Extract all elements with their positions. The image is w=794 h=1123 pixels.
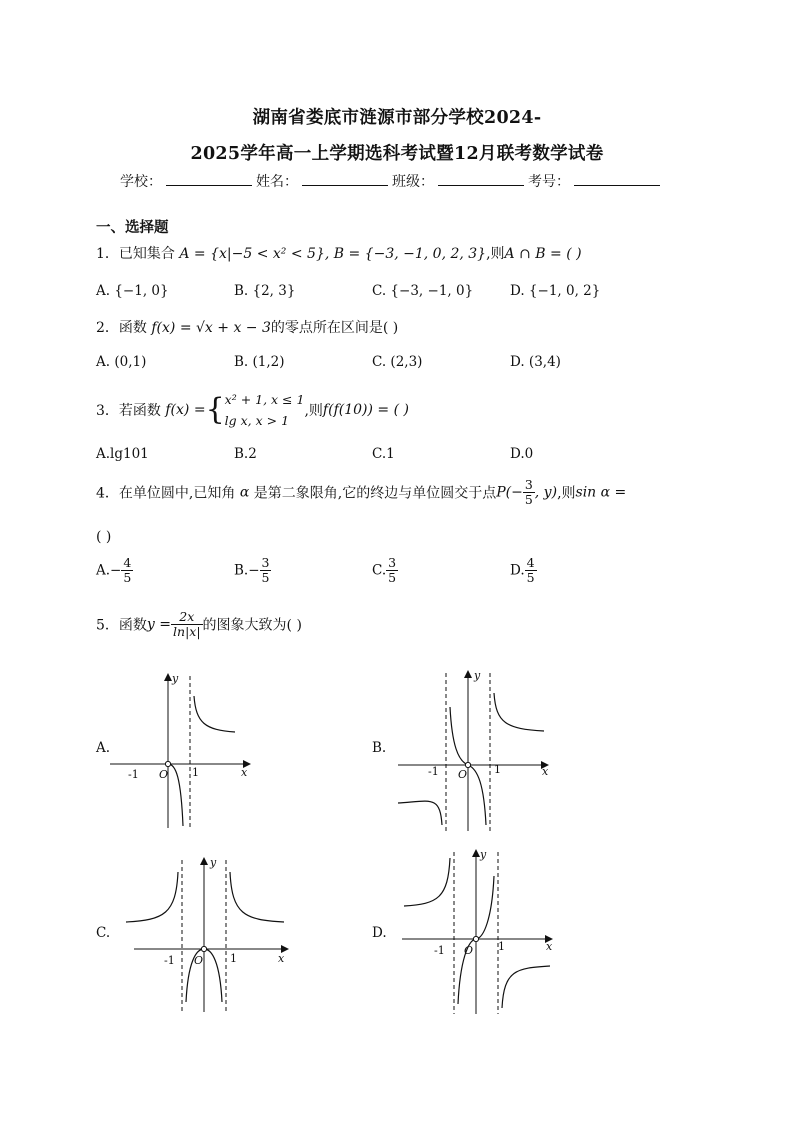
graph-d-label[interactable]: D. bbox=[372, 925, 387, 941]
x-axis-label: x bbox=[278, 952, 285, 965]
q4-opt-b-fraction bbox=[260, 556, 272, 585]
q4-opt-a-letter: A. bbox=[96, 562, 111, 579]
curve bbox=[502, 966, 550, 1008]
class-label: 班级： bbox=[392, 174, 434, 190]
y-axis-label: y bbox=[480, 848, 487, 861]
q5-fraction bbox=[171, 610, 203, 639]
question-2 bbox=[96, 317, 398, 337]
q1-option-d[interactable]: D. {−1, 0, 2} bbox=[510, 283, 601, 299]
question-5 bbox=[96, 610, 302, 639]
tick-pos-label: 1 bbox=[494, 763, 501, 776]
q4-point-den: 5 bbox=[524, 492, 533, 507]
name-label: 姓名： bbox=[256, 174, 298, 190]
q4-opt-c-num: 3 bbox=[388, 555, 397, 570]
hole-point bbox=[465, 762, 470, 767]
origin-label: O bbox=[194, 954, 204, 967]
q2-option-b[interactable]: B. (1,2) bbox=[234, 354, 285, 370]
y-axis-label: y bbox=[172, 672, 179, 685]
q5-number: 5． bbox=[96, 617, 119, 634]
tick-pos-label: 1 bbox=[498, 940, 505, 953]
exam-title-line1: 湖南省娄底市涟源市部分学校2024- bbox=[252, 108, 542, 128]
hole-point bbox=[165, 761, 170, 766]
q4-opt-b-num: 3 bbox=[261, 555, 270, 570]
q4-point-num: 3 bbox=[524, 477, 533, 492]
q4-text-a: 在单位圆中,已知角 bbox=[118, 485, 236, 502]
q4-paren: ( ) bbox=[96, 529, 112, 545]
graph-a-label[interactable]: A. bbox=[96, 740, 111, 756]
graph-b[interactable] bbox=[396, 665, 556, 839]
q3-text-b: ,则 bbox=[304, 403, 323, 419]
q1-text-a: 已知集合 bbox=[118, 246, 175, 262]
graph-c[interactable] bbox=[124, 852, 294, 1021]
q4-point-prefix: P(− bbox=[496, 484, 523, 501]
q4-opt-a-num: 4 bbox=[123, 555, 132, 570]
origin-label: O bbox=[159, 768, 169, 781]
q4-text-b: 是第二象限角,它的终边与单位圆交于点 bbox=[253, 485, 497, 502]
q4-option-b[interactable] bbox=[234, 556, 271, 585]
q4-alpha: α bbox=[239, 484, 250, 501]
q4-expr: sin α = bbox=[575, 484, 627, 501]
graph-c-label[interactable]: C. bbox=[96, 925, 111, 941]
graph-a-svg bbox=[110, 668, 260, 833]
x-axis-label: x bbox=[542, 765, 549, 778]
curve bbox=[168, 764, 183, 826]
tick-neg-label: -1 bbox=[428, 765, 439, 778]
curve bbox=[494, 693, 544, 731]
q2-func: f(x) = √x + x − 3 bbox=[151, 320, 271, 336]
q4-opt-b-den: 5 bbox=[261, 570, 270, 585]
tick-pos-label: 1 bbox=[230, 952, 237, 965]
school-label: 学校： bbox=[120, 174, 162, 190]
q4-opt-b-sign: − bbox=[248, 562, 260, 579]
q5-den: ln|x| bbox=[173, 624, 201, 639]
graph-d-svg bbox=[400, 846, 560, 1018]
q1-option-c[interactable]: C. {−3, −1, 0} bbox=[372, 283, 474, 299]
q4-opt-a-fraction bbox=[121, 556, 133, 585]
graph-b-label[interactable]: B. bbox=[372, 740, 387, 756]
q1-text-b: ,则 bbox=[486, 246, 505, 262]
q3-text-a: 若函数 bbox=[118, 403, 161, 419]
student-info-line bbox=[120, 171, 664, 191]
exam-title-line2: 2025学年高一上学期选科考试暨12月联考数学试卷 bbox=[190, 144, 604, 164]
question-1 bbox=[96, 243, 582, 263]
q4-opt-d-letter: D. bbox=[510, 562, 525, 579]
origin-label: O bbox=[464, 944, 474, 957]
class-blank[interactable] bbox=[438, 173, 524, 186]
q4-opt-d-num: 4 bbox=[526, 555, 535, 570]
q1-expr: A ∩ B = ( ) bbox=[504, 246, 582, 262]
q1-number: 1． bbox=[96, 246, 119, 262]
q4-opt-c-letter: C. bbox=[372, 562, 387, 579]
q3-expr: f(f(10)) = ( ) bbox=[322, 402, 409, 418]
q1-set-a: A = {x|−5 < x² < 5} bbox=[179, 246, 325, 262]
graph-d[interactable] bbox=[400, 846, 560, 1022]
curve bbox=[398, 801, 442, 825]
graph-c-svg bbox=[124, 852, 294, 1017]
curve bbox=[230, 872, 284, 922]
x-axis-label: x bbox=[546, 940, 553, 953]
q5-text-b: 的图象大致为( ) bbox=[202, 617, 302, 634]
q4-opt-d-den: 5 bbox=[526, 570, 535, 585]
q4-option-c[interactable] bbox=[372, 556, 398, 585]
q4-opt-c-fraction bbox=[386, 556, 398, 585]
q4-opt-d-fraction bbox=[525, 556, 537, 585]
tick-neg-label: -1 bbox=[128, 768, 139, 781]
q3-lhs: f(x) = bbox=[165, 402, 206, 418]
q4-option-a[interactable] bbox=[96, 556, 133, 585]
q1-set-b: , B = {−3, −1, 0, 2, 3} bbox=[324, 246, 487, 262]
q4-opt-a-sign: − bbox=[110, 562, 122, 579]
q3-option-c[interactable]: C.1 bbox=[372, 446, 395, 462]
question-3 bbox=[96, 389, 409, 431]
q2-number: 2． bbox=[96, 320, 119, 336]
q2-text-b: 的零点所在区间是( ) bbox=[270, 320, 399, 336]
y-axis-label: y bbox=[210, 856, 217, 869]
y-axis-label: y bbox=[474, 669, 481, 682]
q4-option-d[interactable] bbox=[510, 556, 537, 585]
name-blank[interactable] bbox=[302, 173, 388, 186]
q3-option-a[interactable]: A.lg101 bbox=[96, 446, 149, 462]
q4-opt-b-letter: B. bbox=[234, 562, 249, 579]
q1-option-a[interactable]: A. {−1, 0} bbox=[96, 283, 169, 299]
x-axis-label: x bbox=[241, 766, 248, 779]
exam-no-blank[interactable] bbox=[574, 173, 660, 186]
origin-label: O bbox=[458, 768, 468, 781]
q4-opt-a-den: 5 bbox=[123, 570, 132, 585]
q5-num: 2x bbox=[171, 610, 203, 625]
q5-lhs: y = bbox=[146, 616, 172, 633]
q4-opt-c-den: 5 bbox=[388, 570, 397, 585]
q3-option-b[interactable]: B.2 bbox=[234, 446, 257, 462]
q2-option-a[interactable]: A. (0,1) bbox=[96, 354, 147, 370]
tick-pos-label: 1 bbox=[192, 766, 199, 779]
q3-option-d[interactable]: D.0 bbox=[510, 446, 534, 462]
q5-text-a: 函数 bbox=[118, 617, 147, 634]
q3-brace: { bbox=[205, 392, 225, 427]
q4-point-fraction bbox=[523, 478, 535, 507]
tick-neg-label: -1 bbox=[164, 954, 175, 967]
curve bbox=[126, 872, 178, 922]
q3-number: 3． bbox=[96, 403, 119, 419]
hole-point bbox=[473, 936, 478, 941]
q4-point-suffix: , y) bbox=[534, 484, 558, 501]
q1-option-b[interactable]: B. {2, 3} bbox=[234, 283, 296, 299]
section-title: 一、选择题 bbox=[96, 219, 169, 236]
hole-point bbox=[201, 946, 206, 951]
graph-b-svg bbox=[396, 665, 556, 835]
tick-neg-label: -1 bbox=[434, 944, 445, 957]
q2-option-d[interactable]: D. (3,4) bbox=[510, 354, 561, 370]
question-4 bbox=[96, 478, 626, 507]
school-blank[interactable] bbox=[166, 173, 252, 186]
graph-a[interactable] bbox=[110, 668, 260, 837]
curve bbox=[194, 696, 235, 732]
exam-no-label: 考号： bbox=[528, 174, 570, 190]
q2-text-a: 函数 bbox=[118, 320, 147, 336]
q3-cases bbox=[225, 389, 305, 431]
curve bbox=[404, 858, 450, 906]
q4-text-c: ,则 bbox=[557, 485, 576, 502]
q3-case1: x² + 1, x ≤ 1 bbox=[224, 392, 305, 407]
q3-case2: lg x, x > 1 bbox=[224, 413, 290, 428]
q4-number: 4． bbox=[96, 485, 119, 502]
q2-option-c[interactable]: C. (2,3) bbox=[372, 354, 423, 370]
